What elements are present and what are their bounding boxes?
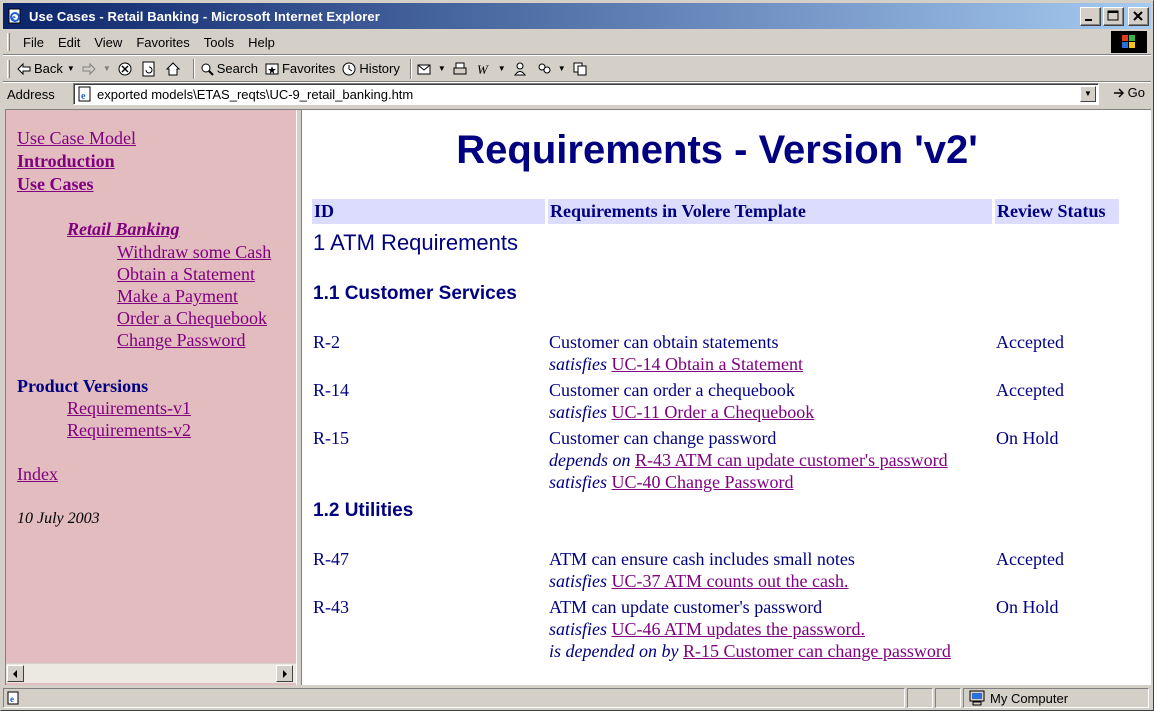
favorites-label: Favorites <box>281 61 336 76</box>
product-versions-heading: Product Versions <box>17 376 149 396</box>
relation-kind: satisfies <box>549 472 608 492</box>
address-bar <box>3 82 1151 106</box>
menu-favorites[interactable]: Favorites <box>136 34 190 50</box>
edit-icon <box>476 61 492 77</box>
status-pane <box>907 688 933 708</box>
scroll-right-icon <box>283 670 287 678</box>
back-dropdown-icon[interactable]: ▼ <box>66 64 75 73</box>
menu-tools[interactable]: Tools <box>203 34 235 50</box>
requirement-text: Customer can order a chequebook <box>549 380 795 400</box>
search-button[interactable] <box>199 61 258 77</box>
maximize-icon <box>1104 8 1123 25</box>
relation-link[interactable]: R-43 ATM can update customer's password <box>634 450 948 470</box>
discuss-button[interactable] <box>536 61 566 77</box>
requirement-id: R-43 <box>313 597 349 617</box>
toolbar-separator <box>410 59 412 79</box>
nav-use-case-item[interactable]: Withdraw some Cash <box>117 242 272 262</box>
requirement-id: R-14 <box>313 380 349 400</box>
search-label: Search <box>216 61 258 76</box>
relation-kind: satisfies <box>549 571 608 591</box>
requirement-text: ATM can update customer's password <box>549 597 823 617</box>
messenger-button[interactable] <box>512 61 530 77</box>
content-area <box>5 109 1151 685</box>
column-header-status: Review Status <box>995 199 1119 224</box>
home-icon <box>165 61 181 77</box>
requirement-text: ATM can ensure cash includes small notes <box>549 549 855 569</box>
mail-dropdown-icon[interactable]: ▼ <box>437 64 446 73</box>
discuss-dropdown-icon[interactable]: ▼ <box>557 64 566 73</box>
stop-icon <box>117 61 133 77</box>
relation-link[interactable]: UC-14 Obtain a Statement <box>611 354 803 374</box>
nav-use-case-item[interactable]: Obtain a Statement <box>117 264 255 284</box>
relation-link[interactable]: UC-46 ATM updates the password. <box>611 619 865 639</box>
column-header-id: ID <box>312 199 545 224</box>
subsection-heading: 1.2 Utilities <box>313 500 414 521</box>
svg-text:e: e <box>81 91 86 102</box>
requirement-relation <box>549 354 803 375</box>
review-status: On Hold <box>996 597 1059 617</box>
relation-kind: satisfies <box>549 402 608 422</box>
page-icon <box>77 86 93 102</box>
mail-icon <box>416 61 432 77</box>
refresh-icon <box>141 61 157 77</box>
refresh-button[interactable] <box>141 61 159 77</box>
nav-version-item[interactable]: Requirements-v2 <box>67 420 191 440</box>
windows-logo-icon <box>1122 35 1136 49</box>
menu-file[interactable]: File <box>23 34 44 50</box>
page-title: Requirements - Version 'v2' <box>456 128 978 172</box>
nav-index[interactable]: Index <box>17 464 58 484</box>
review-status: Accepted <box>996 380 1064 400</box>
stop-button[interactable] <box>117 61 135 77</box>
address-label: Address <box>7 86 55 102</box>
forward-dropdown-icon[interactable]: ▼ <box>102 64 111 73</box>
nav-introduction[interactable]: Introduction <box>17 151 115 171</box>
print-icon <box>452 61 468 77</box>
forward-arrow-icon <box>81 61 97 77</box>
go-arrow-icon <box>1112 86 1126 100</box>
menu-view[interactable]: View <box>94 34 123 50</box>
requirement-relation <box>549 402 814 423</box>
requirement-id: R-15 <box>313 428 349 448</box>
zone-label: My Computer <box>990 691 1069 706</box>
minimize-button[interactable] <box>1080 7 1101 26</box>
go-label: Go <box>1127 85 1145 100</box>
close-icon <box>1129 8 1148 25</box>
nav-use-case-item[interactable]: Make a Payment <box>117 286 238 306</box>
back-arrow-icon <box>16 61 32 77</box>
throbber <box>1111 31 1147 53</box>
nav-use-case-item[interactable]: Change Password <box>117 330 246 350</box>
forward-button[interactable] <box>81 61 111 77</box>
relation-kind: is depended on by <box>549 641 679 661</box>
menu-help[interactable]: Help <box>248 34 275 50</box>
requirement-relation <box>549 571 849 592</box>
relation-kind: satisfies <box>549 354 608 374</box>
go-button[interactable] <box>1112 85 1145 100</box>
address-value: exported models\ETAS_reqts\UC-9_retail_banking.htm <box>97 86 414 102</box>
nav-retail-banking[interactable]: Retail Banking <box>67 219 180 239</box>
review-status: On Hold <box>996 428 1059 448</box>
toolbar <box>3 56 1151 81</box>
review-status: Accepted <box>996 549 1064 569</box>
nav-use-cases[interactable]: Use Cases <box>17 174 94 194</box>
maximize-button[interactable] <box>1103 7 1124 26</box>
ie-page-icon <box>7 8 23 24</box>
review-status: Accepted <box>996 332 1064 352</box>
relation-link[interactable]: R-15 Customer can change password <box>682 641 951 661</box>
relation-link[interactable]: UC-40 Change Password <box>611 472 794 492</box>
menu-bar <box>3 30 1151 54</box>
toolbar-grip <box>7 60 10 78</box>
requirement-id: R-47 <box>313 549 349 569</box>
svg-text:e: e <box>10 694 14 704</box>
address-input[interactable] <box>73 83 1099 105</box>
relation-kind: depends on <box>549 450 631 470</box>
address-dropdown-icon[interactable]: ▼ <box>1080 86 1096 102</box>
back-button[interactable] <box>16 61 75 77</box>
home-button[interactable] <box>165 61 183 77</box>
requirement-id: R-2 <box>313 332 340 352</box>
close-button[interactable] <box>1128 7 1149 26</box>
svg-text:W: W <box>476 61 488 77</box>
main-frame <box>302 110 1151 685</box>
menu-grip <box>7 33 10 51</box>
menu-edit[interactable]: Edit <box>57 34 81 50</box>
edit-button[interactable] <box>476 61 506 77</box>
title-bar[interactable] <box>3 3 1151 29</box>
column-header-requirement: Requirements in Volere Template <box>548 199 992 224</box>
status-bar <box>3 687 1151 709</box>
section-heading: 1 ATM Requirements <box>313 230 519 255</box>
history-label: History <box>359 61 400 76</box>
relation-link[interactable]: UC-37 ATM counts out the cash. <box>611 571 849 591</box>
toolbar-separator <box>193 59 195 79</box>
status-pane <box>935 688 961 708</box>
nav-version-item[interactable]: Requirements-v1 <box>67 398 191 418</box>
copy-icon <box>572 61 588 77</box>
requirement-relation <box>549 641 951 662</box>
history-icon <box>341 61 357 77</box>
minimize-icon <box>1081 8 1100 25</box>
favorites-icon <box>264 61 280 77</box>
back-label: Back <box>34 61 63 76</box>
horizontal-scrollbar[interactable] <box>6 663 296 683</box>
scroll-right-button[interactable] <box>276 665 293 682</box>
zone-pane <box>963 688 1149 708</box>
edit-dropdown-icon[interactable]: ▼ <box>497 64 506 73</box>
relation-link[interactable]: UC-11 Order a Chequebook <box>611 402 815 422</box>
export-date: 10 July 2003 <box>17 510 100 527</box>
nav-use-case-model[interactable]: Use Case Model <box>17 128 136 148</box>
copy-button[interactable] <box>572 61 590 77</box>
relation-kind: satisfies <box>549 619 608 639</box>
nav-use-case-item[interactable]: Order a Chequebook <box>117 308 267 328</box>
subsection-heading: 1.1 Customer Services <box>313 283 517 304</box>
discuss-icon <box>536 61 552 77</box>
window-title: Use Cases - Retail Banking - Microsoft Internet Explorer <box>29 8 380 24</box>
requirement-text: Customer can change password <box>549 428 777 448</box>
requirement-relation <box>549 450 948 471</box>
favorites-button[interactable] <box>264 61 335 77</box>
status-message-pane <box>3 688 905 708</box>
page-status-icon <box>7 691 21 705</box>
print-button[interactable] <box>452 61 470 77</box>
requirement-relation <box>549 619 865 640</box>
svg-text:e: e <box>12 13 16 22</box>
history-button[interactable] <box>341 61 399 77</box>
scroll-left-icon <box>13 670 17 678</box>
requirement-text: Customer can obtain statements <box>549 332 779 352</box>
messenger-icon <box>512 61 528 77</box>
computer-icon <box>968 690 986 706</box>
mail-button[interactable] <box>416 61 446 77</box>
navigation-frame <box>6 110 296 685</box>
scroll-left-button[interactable] <box>7 665 24 682</box>
search-icon <box>199 61 215 77</box>
requirement-relation <box>549 472 794 493</box>
